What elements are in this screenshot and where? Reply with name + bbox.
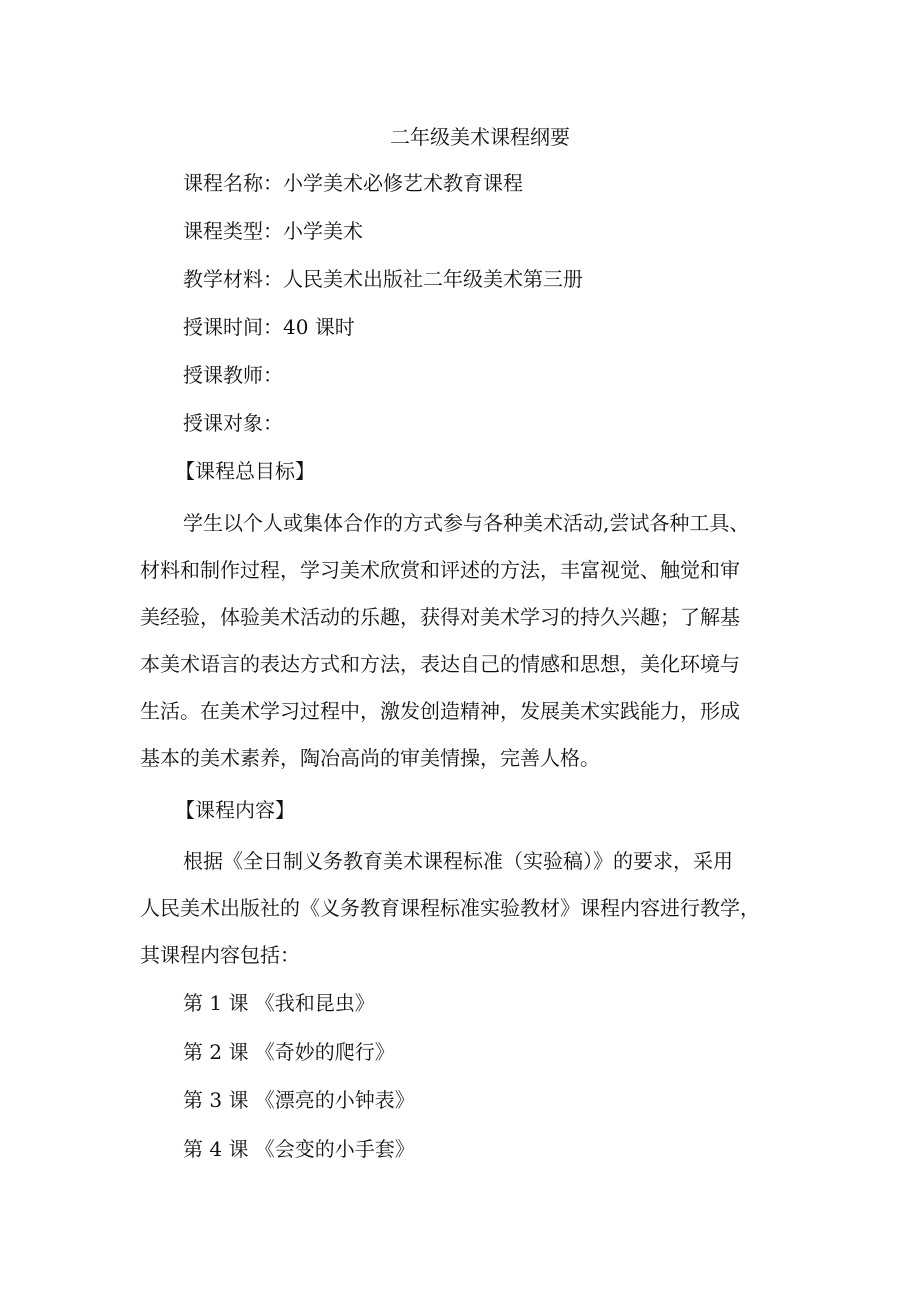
course-type: 课程类型：小学美术 [183, 219, 363, 243]
goal-line: 材料和制作过程，学习美术欣赏和评述的方法，丰富视觉、触觉和审 [140, 558, 740, 582]
goal-heading: 【课程总目标】 [175, 459, 315, 483]
content-line: 其课程内容包括： [140, 943, 300, 967]
content-heading: 【课程内容】 [175, 798, 295, 822]
content-line: 根据《全日制义务教育美术课程标准（实验稿）》的要求，采用 [183, 849, 733, 873]
lesson-item: 第 2 课 《奇妙的爬行》 [183, 1040, 395, 1064]
teacher: 授课教师： [183, 363, 283, 387]
lesson-item: 第 4 课 《会变的小手套》 [183, 1137, 415, 1161]
goal-line: 生活。在美术学习过程中，激发创造精神，发展美术实践能力，形成 [140, 699, 740, 723]
teaching-materials: 教学材料：人民美术出版社二年级美术第三册 [183, 267, 583, 291]
goal-line: 美经验，体验美术活动的乐趣，获得对美术学习的持久兴趣；了解基 [140, 605, 740, 629]
audience: 授课对象： [183, 411, 283, 435]
lesson-item: 第 1 课 《我和昆虫》 [183, 991, 375, 1015]
teaching-hours: 授课时间：40 课时 [183, 315, 355, 339]
course-name: 课程名称：小学美术必修艺术教育课程 [183, 171, 523, 195]
content-line: 人民美术出版社的《义务教育课程标准实验教材》课程内容进行教学， [140, 896, 760, 920]
document-title: 二年级美术课程纲要 [390, 125, 570, 149]
goal-line: 学生以个人或集体合作的方式参与各种美术活动,尝试各种工具、 [183, 511, 750, 535]
goal-line: 本美术语言的表达方式和方法，表达自己的情感和思想，美化环境与 [140, 652, 740, 676]
goal-line: 基本的美术素养，陶冶高尚的审美情操，完善人格。 [140, 746, 600, 770]
lesson-item: 第 3 课 《漂亮的小钟表》 [183, 1088, 415, 1112]
